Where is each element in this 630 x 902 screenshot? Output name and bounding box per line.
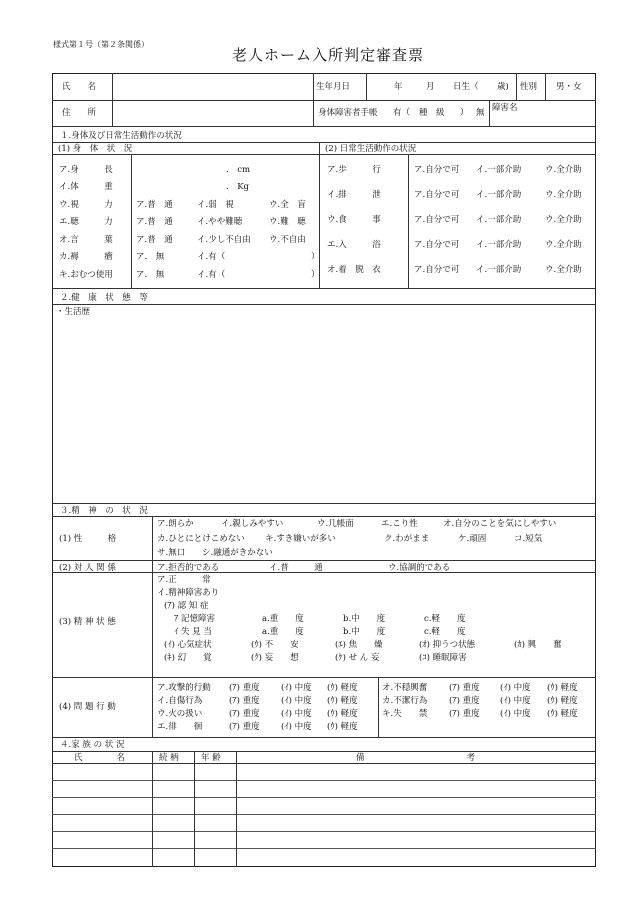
option[interactable]: ウ.几帳面 <box>317 519 354 529</box>
option[interactable]: ア.自分で可 <box>414 240 460 250</box>
option[interactable]: a.重 度 <box>262 614 304 624</box>
behavior-item: キ.失 禁 <box>382 709 428 719</box>
family-row[interactable] <box>53 815 595 830</box>
name-field[interactable] <box>115 76 310 97</box>
option[interactable]: イ.普 通 <box>269 563 323 573</box>
physical-label: ウ.視 力 <box>59 200 113 210</box>
option[interactable]: (ｲ) 中度 <box>500 696 531 706</box>
address-label: 住 所 <box>62 108 97 118</box>
behavior-item: イ.自傷行為 <box>157 696 203 706</box>
mental-disorder[interactable]: イ.精神障害あり <box>157 588 220 598</box>
col-relation: 続 柄 <box>159 753 179 763</box>
section4-title: ４.家 族 の 状 況 <box>60 740 125 750</box>
option[interactable]: (ｱ) 重度 <box>449 709 480 719</box>
family-row[interactable] <box>53 781 595 796</box>
option[interactable]: (ｳ) 軽度 <box>327 722 358 732</box>
option[interactable]: ア.自分で可 <box>414 265 460 275</box>
option[interactable]: (ｱ) 重度 <box>229 722 260 732</box>
option[interactable]: イ.一部介助 <box>476 240 522 250</box>
option[interactable]: (ｲ) 中度 <box>281 722 312 732</box>
option[interactable]: イ.一部介助 <box>476 190 522 200</box>
option[interactable]: イ.一部介助 <box>476 215 522 225</box>
page-title: 老人ホーム入所判定審査票 <box>232 46 425 64</box>
option[interactable]: (ｲ) 中度 <box>500 709 531 719</box>
year-label: 年 <box>394 82 403 92</box>
option[interactable]: (ｱ) 重度 <box>229 709 260 719</box>
mental-label: (3) 精 神 状 態 <box>59 617 116 627</box>
section2-title: ２.健 康 状 態 等 <box>60 293 148 303</box>
option[interactable]: ア. 無 <box>136 270 165 280</box>
option[interactable]: (ｱ) 重度 <box>229 696 260 706</box>
option[interactable]: (ｱ) 重度 <box>449 696 480 706</box>
month-label: 月 <box>426 82 435 92</box>
option[interactable]: ウ.不自由 <box>269 235 306 245</box>
option[interactable]: ウ.難 聴 <box>269 217 306 227</box>
sex-label: 性別 <box>520 82 538 92</box>
option[interactable]: シ.融通がきかない <box>202 548 273 558</box>
physical-label: エ.聴 力 <box>59 217 113 227</box>
option[interactable]: イ.有（ <box>197 270 226 280</box>
physical-title: (1) 身 体 状 況 <box>58 144 133 154</box>
disability-close: ） <box>460 108 469 118</box>
option[interactable]: (ｳ) 軽度 <box>327 683 358 693</box>
personality-label: (1) 性 格 <box>59 534 117 544</box>
family-row[interactable] <box>53 849 595 865</box>
option[interactable]: (ｲ) 心気症状 <box>164 640 212 650</box>
option[interactable]: ア.普 通 <box>136 217 173 227</box>
physical-label: キ.おむつ使用 <box>59 270 113 280</box>
option[interactable]: ウ.全 盲 <box>269 200 306 210</box>
daily-label: エ.入 浴 <box>327 240 381 250</box>
option[interactable]: ケ.頑固 <box>458 534 487 544</box>
option[interactable]: ア.普 通 <box>136 235 173 245</box>
col-name: 氏 名 <box>74 753 126 763</box>
option[interactable]: (ｶ) 興 奮 <box>514 640 562 650</box>
memory-label: ｱ 記憶障害 <box>174 614 215 624</box>
physical-label: オ.言 葉 <box>59 235 113 245</box>
physical-label: カ.褥 瘡 <box>59 252 113 262</box>
age-label: 歳) <box>497 82 509 92</box>
orientation-label: ｲ 失 見 当 <box>174 627 212 637</box>
daily-label: オ.着 脱 衣 <box>327 265 381 275</box>
option[interactable]: ア.自分で可 <box>414 190 460 200</box>
option[interactable]: (ｺ) 睡眠障害 <box>419 653 467 663</box>
family-row[interactable] <box>53 764 595 779</box>
behavior-item: ア.攻撃的行動 <box>157 683 211 693</box>
option[interactable]: (ｴ) 焦 燥 <box>335 640 383 650</box>
option[interactable]: ア. 無 <box>136 252 165 262</box>
sex-options[interactable]: 男・女 <box>556 82 582 92</box>
option[interactable]: ウ.全介助 <box>545 165 582 175</box>
behavior-item: オ.不穏興奮 <box>382 683 428 693</box>
option[interactable]: b.中 度 <box>343 627 386 637</box>
option[interactable]: (ｲ) 中度 <box>281 709 312 719</box>
option[interactable]: (ｲ) 中度 <box>281 696 312 706</box>
section1-title: １.身体及び日常生活動作の状況 <box>60 131 182 141</box>
option[interactable]: オ.自分のことを気にしやすい <box>443 519 557 529</box>
option[interactable]: ク.わがまま <box>384 534 430 544</box>
behavior-item: カ.不潔行為 <box>382 696 428 706</box>
life-history-label: ・生活歴 <box>56 307 91 317</box>
dementia-label[interactable]: (ｱ) 認 知 症 <box>164 601 209 611</box>
option[interactable]: ウ.全介助 <box>545 190 582 200</box>
disability-no[interactable]: 無 <box>476 108 485 118</box>
option[interactable]: ウ.協調的である <box>388 563 451 573</box>
option[interactable]: イ.一部介助 <box>476 165 522 175</box>
option[interactable]: (ｳ) 軽度 <box>547 696 578 706</box>
option[interactable]: c.軽 度 <box>424 627 466 637</box>
option[interactable]: ア.拒否的である <box>157 563 220 573</box>
option[interactable]: (ｳ) 軽度 <box>547 683 578 693</box>
behavior-item: ウ.火の扱い <box>157 709 203 719</box>
daily-label: ア.歩 行 <box>327 165 381 175</box>
option[interactable]: (ｳ) 軽度 <box>327 696 358 706</box>
col-notes: 備 考 <box>356 753 476 763</box>
address-field[interactable] <box>115 102 310 123</box>
mental-normal[interactable]: ア.正 常 <box>157 575 211 585</box>
option[interactable]: コ.短気 <box>514 534 543 544</box>
option[interactable]: サ.無口 <box>157 548 186 558</box>
option[interactable]: ウ.全介助 <box>545 265 582 275</box>
option[interactable]: エ.こり性 <box>381 519 418 529</box>
option[interactable]: イ.少し不自由 <box>197 235 251 245</box>
option[interactable]: a.重 度 <box>262 627 304 637</box>
option[interactable]: (ｷ) 幻 覚 <box>164 653 212 663</box>
height-value[interactable]: . cm <box>226 165 251 175</box>
option[interactable]: ア.朗らか <box>157 519 194 529</box>
option[interactable]: イ.一部介助 <box>476 265 522 275</box>
disability-name-label: 障害名 <box>492 103 518 113</box>
option[interactable]: イ.やや難聴 <box>197 217 243 227</box>
option[interactable]: (ｳ) 不 安 <box>251 640 299 650</box>
option[interactable]: (ｳ) 軽度 <box>547 709 578 719</box>
daily-label: イ.排 泄 <box>327 190 381 200</box>
family-row[interactable] <box>53 832 595 847</box>
option[interactable]: ア.自分で可 <box>414 165 460 175</box>
behavior-item: エ.徘 徊 <box>157 722 203 732</box>
option[interactable]: (ｳ) 軽度 <box>327 709 358 719</box>
paren-close: ） <box>311 252 320 262</box>
option[interactable]: イ.弱 視 <box>197 200 234 210</box>
disability-grade: 種 級 <box>419 108 445 118</box>
option[interactable]: ウ.全介助 <box>545 215 582 225</box>
daily-title: (2) 日常生活動作の状況 <box>325 144 417 154</box>
option[interactable]: カ.ひとにとけこめない <box>157 534 245 544</box>
col-age: 年 齢 <box>201 753 221 763</box>
option[interactable]: ウ.全介助 <box>545 240 582 250</box>
option[interactable]: ア.普 通 <box>136 200 173 210</box>
option[interactable]: (ｹ) せ ん 妄 <box>335 653 380 663</box>
option[interactable]: (ｱ) 重度 <box>229 683 260 693</box>
relation-label: (2) 対 人 関 係 <box>59 563 116 573</box>
option[interactable]: c.軽 度 <box>424 614 466 624</box>
paren-close: ） <box>311 270 320 280</box>
form-number: 様式第１号（第２条関係） <box>53 40 149 49</box>
option[interactable]: イ.親しみやすい <box>221 519 284 529</box>
option[interactable]: (ｲ) 中度 <box>281 683 312 693</box>
behavior-label: (4) 問 題 行 動 <box>59 702 116 712</box>
weight-value[interactable]: . Kg <box>226 182 249 192</box>
daily-label: ウ.食 事 <box>327 215 381 225</box>
section3-title: ３.精 神 の 状 況 <box>60 506 148 516</box>
name-label: 氏 名 <box>62 82 97 92</box>
physical-label: イ.体 重 <box>59 182 113 192</box>
option[interactable]: (ｸ) 妄 想 <box>251 653 299 663</box>
option[interactable]: (ｵ) 抑うつ状態 <box>419 640 476 650</box>
physical-label: ア.身 長 <box>59 165 113 175</box>
option[interactable]: (ｱ) 重度 <box>449 683 480 693</box>
option[interactable]: ア.自分で可 <box>414 215 460 225</box>
life-history-field[interactable] <box>56 318 592 498</box>
day-label: 日生（ <box>453 82 479 92</box>
disability-yes[interactable]: 有（ <box>393 108 411 118</box>
option[interactable]: (ｲ) 中度 <box>500 683 531 693</box>
disability-label: 身体障害者手帳 <box>318 108 378 118</box>
family-row[interactable] <box>53 798 595 813</box>
birth-label: 生年月日 <box>316 82 351 92</box>
option[interactable]: イ.有（ <box>197 252 226 262</box>
option[interactable]: キ.すき嫌いが多い <box>265 534 336 544</box>
option[interactable]: b.中 度 <box>343 614 386 624</box>
